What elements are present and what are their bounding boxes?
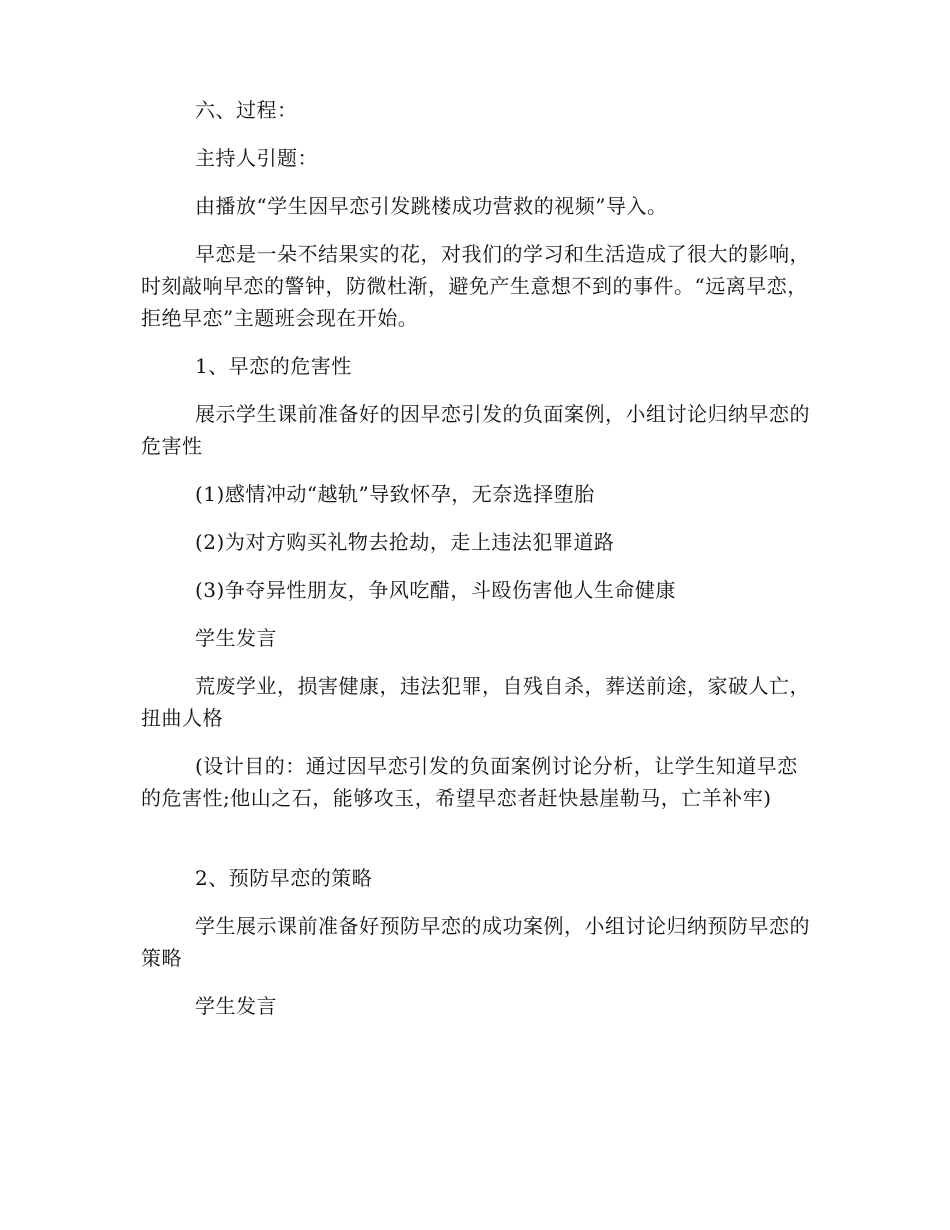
- subheading-harm: 1、早恋的危害性: [195, 354, 352, 378]
- harm-discussion-paragraph: 展示学生课前准备好的因早恋引发的负面案例，小组讨论归纳早恋的危害性: [141, 402, 810, 458]
- host-intro-label: 主持人引题：: [195, 146, 318, 170]
- harm-summary-paragraph: 荒废学业，损害健康，违法犯罪，自残自杀，葬送前途，家破人亡，扭曲人格: [141, 674, 810, 730]
- list-item-3: (3)争夺异性朋友，争风吃醋，斗殴伤害他人生命健康: [195, 578, 676, 602]
- list-item-1: (1)感情冲动“越轨”导致怀孕，无奈选择堕胎: [195, 482, 595, 506]
- prevention-discussion-paragraph: 学生展示课前准备好预防早恋的成功案例，小组讨论归纳预防早恋的策略: [141, 914, 810, 970]
- opening-paragraph: 早恋是一朵不结果实的花，对我们的学习和生活造成了很大的影响，时刻敲响早恋的警钟，防微杜渐，避免产生意想不到的事件。“远离早恋，拒绝早恋”主题班会现在开始。: [141, 242, 810, 330]
- subheading-prevention: 2、预防早恋的策略: [195, 866, 373, 890]
- student-speech-label-2: 学生发言: [195, 994, 277, 1018]
- section-heading-process: 六、过程：: [195, 98, 298, 122]
- intro-paragraph: 由播放“学生因早恋引发跳楼成功营救的视频”导入。: [195, 194, 668, 218]
- list-item-2: (2)为对方购买礼物去抢劫，走上违法犯罪道路: [195, 530, 615, 554]
- student-speech-label: 学生发言: [195, 626, 277, 650]
- design-purpose-paragraph: (设计目的：通过因早恋引发的负面案例讨论分析，让学生知道早恋的危害性;他山之石，能够攻玉，希望早恋者赶快悬崖勒马，亡羊补牢): [141, 754, 798, 810]
